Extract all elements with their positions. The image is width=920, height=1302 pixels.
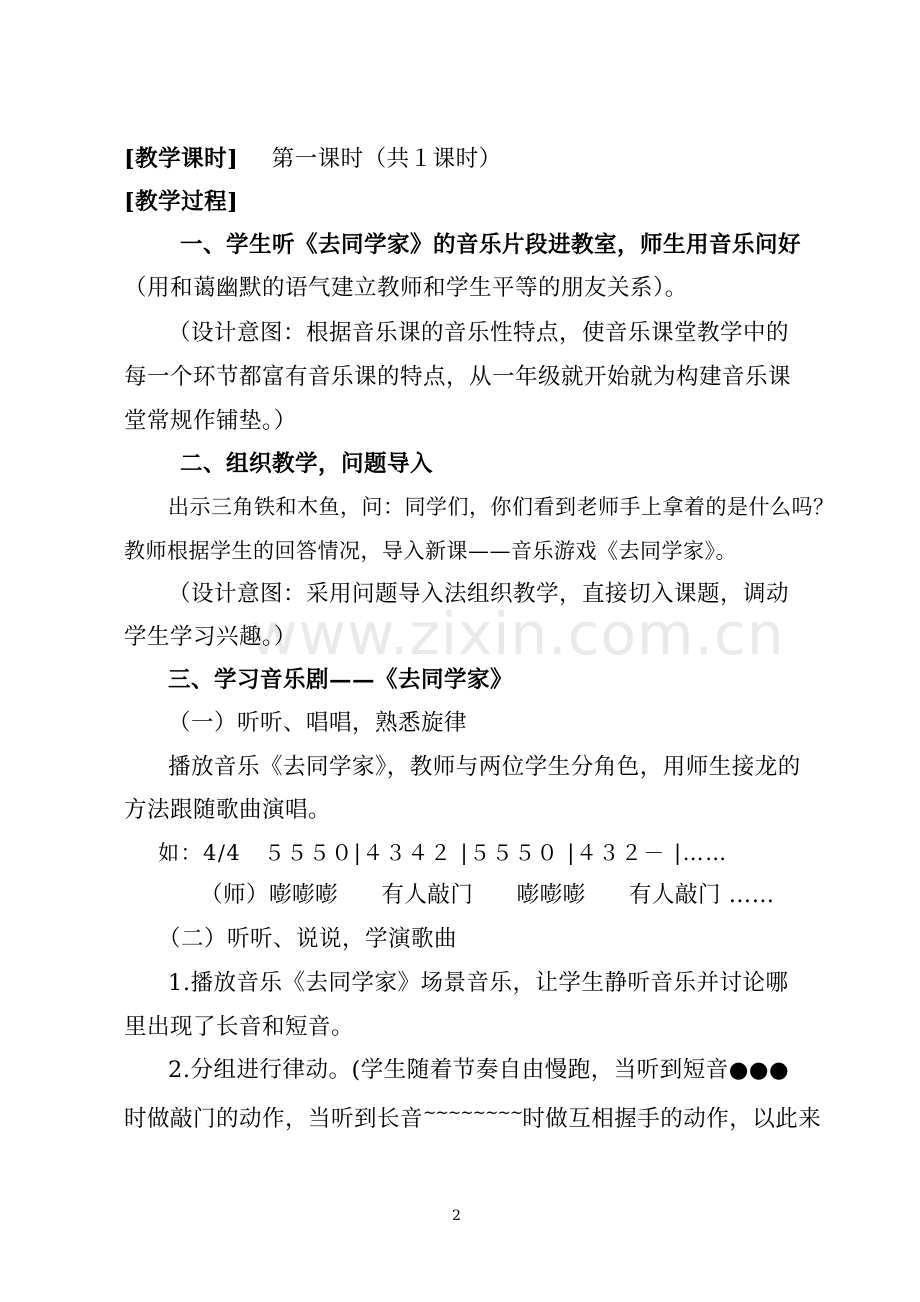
lyrics-word-4: 有人敲门 <box>629 882 722 908</box>
section3-subheading1: （一）听听、唱唱，熟悉旋律 <box>168 710 468 736</box>
lyrics-word-3: 嘭嘭嘭 <box>516 882 586 908</box>
section1-intent-line2: 每一个环节都富有音乐课的特点，从一年级就开始就为构建音乐课 <box>124 364 792 390</box>
section1-intent-line3: 堂常规作铺垫。） <box>124 408 297 434</box>
teaching-process-label: [教学过程] <box>124 189 239 215</box>
lyrics-ellipsis: …… <box>728 882 775 908</box>
lesson-hours-label: [教学课时] <box>124 146 239 172</box>
section3-paragraph2-line1: 1.播放音乐《去同学家》场景音乐，让学生静听音乐并讨论哪 <box>168 970 789 996</box>
section2-intent-line1: （设计意图：采用问题导入法组织教学，直接切入课题，调动 <box>168 581 790 607</box>
lesson-hours-text: 第一课时（共１课时） <box>271 146 502 172</box>
section3-paragraph2-line2: 里出现了长音和短音。 <box>124 1014 355 1040</box>
lyrics-word-2: 有人敲门 <box>381 882 474 908</box>
section3-subheading2: （二）听听、说说，学演歌曲 <box>158 926 458 952</box>
lyrics-line <box>200 878 775 912</box>
section3-paragraph3-line1 <box>168 1053 789 1087</box>
section3-paragraph1-line2: 方法跟随歌曲演唱。 <box>124 797 332 823</box>
section2-paragraph-line2: 教师根据学生的回答情况，导入新课——音乐游戏《去同学家》。 <box>124 539 737 563</box>
long-sound-wave: ~~~~~~~~ <box>423 1103 523 1122</box>
section1-note: （用和蔼幽默的语气建立教师和学生平等的朋友关系）。 <box>124 275 688 301</box>
paragraph3-text-b: 时做敲门的动作，当听到长音 <box>124 1106 424 1132</box>
section1-intent-line1: （设计意图：根据音乐课的音乐性特点，使音乐课堂教学中的 <box>168 320 790 346</box>
paragraph3-text-c: 时做互相握手的动作，以此来 <box>522 1106 822 1132</box>
section3-paragraph3-line2 <box>124 1096 821 1136</box>
lyrics-word-1: 嘭嘭嘭 <box>269 882 339 908</box>
section2-heading: 二、组织教学，问题导入 <box>180 451 434 477</box>
section2-paragraph-line1: 出示三角铁和木鱼，问：同学们，你们看到老师手上拿着的是什么吗？ <box>168 495 835 519</box>
section2-intent-line2: 学生学习兴趣。） <box>124 624 297 650</box>
section3-heading: 三、学习音乐剧——《去同学家》 <box>168 667 514 693</box>
paragraph3-text-a: 2.分组进行律动。(学生随着节奏自由慢跑，当听到短音 <box>168 1057 729 1083</box>
lyrics-role: （师） <box>200 882 270 908</box>
page-number: 2 <box>452 1208 461 1224</box>
watermark: www.zixin.com.cn <box>250 600 785 668</box>
section3-paragraph1-line1: 播放音乐《去同学家》，教师与两位学生分角色，用师生接龙的 <box>168 754 801 780</box>
section1-heading: 一、学生听《去同学家》的音乐片段进教室，师生用音乐问好 <box>180 232 802 258</box>
short-sound-dots: ●●● <box>728 1057 790 1083</box>
music-notation: 如：4/4 ５５５０|４３４２ |５５５０ |４３２－ |…… <box>158 841 728 865</box>
lesson-hours-line <box>124 142 502 176</box>
